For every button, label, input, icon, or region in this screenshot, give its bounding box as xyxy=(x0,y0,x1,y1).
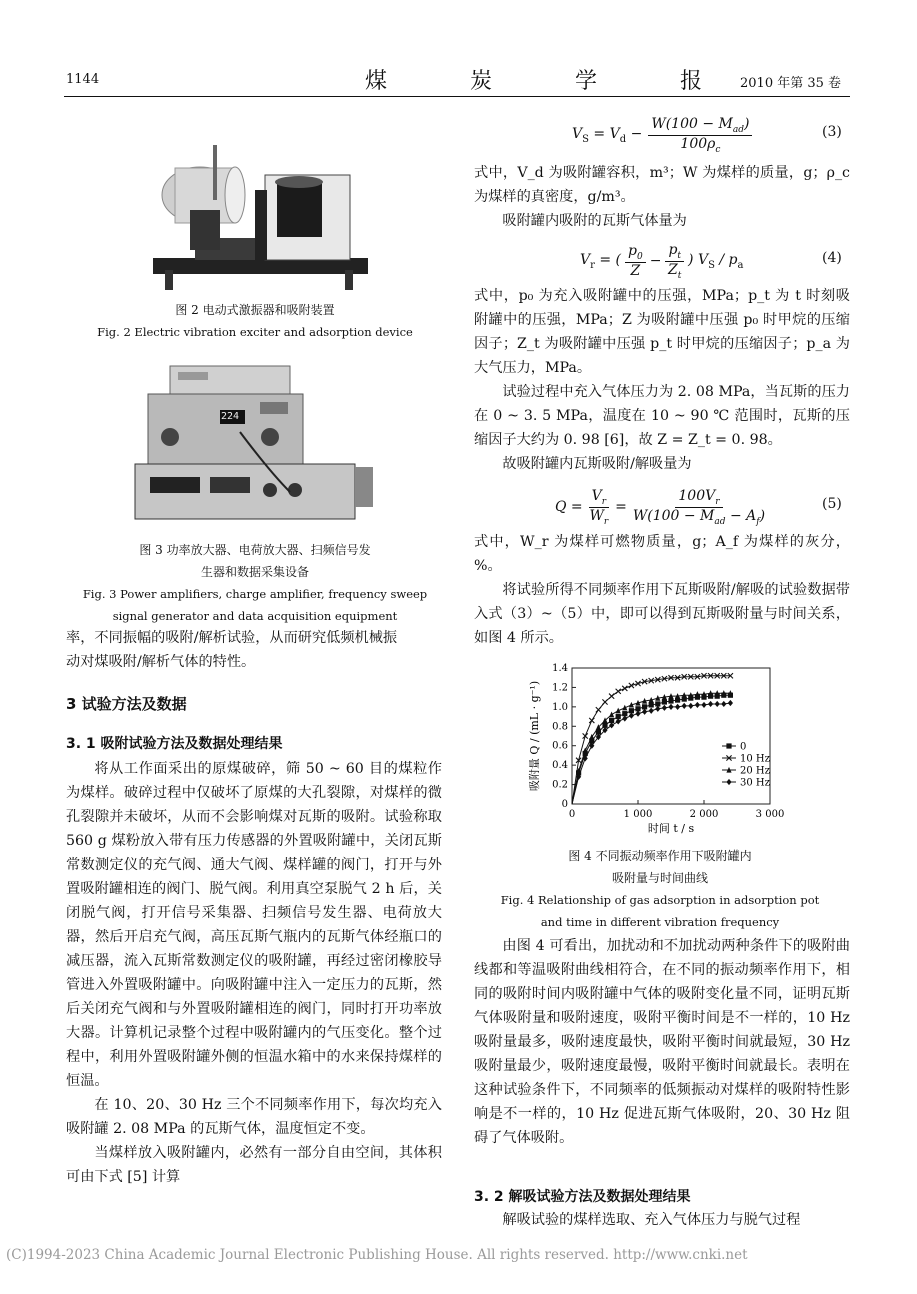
legend-label: 30 Hz xyxy=(740,777,770,789)
right-text-7: 将试验所得不同频率作用下瓦斯吸附/解吸的试验数据带入式（3）~（5）中，即可以得到瓦斯吸附量与时间关系，如图 4 所示。 xyxy=(474,582,850,646)
data-point xyxy=(622,705,627,711)
section-3-heading: 3 试验方法及数据 xyxy=(66,695,187,713)
data-point xyxy=(682,703,687,709)
right-text-3: 式中，p₀ 为充入吸附罐中的压强，MPa；p_t 为 t 时刻吸附罐中的压强，MPa；Z 为吸附罐中压强 p₀ 时甲烷的压缩因子；Z_t 为吸附罐中压强 p_t 时甲烷的压缩因子；p_a 为大气压力，MPa。 xyxy=(474,288,850,376)
data-point xyxy=(629,713,634,719)
data-point xyxy=(708,701,713,707)
y-tick-label: 1.2 xyxy=(552,682,568,694)
y-tick-label: 0 xyxy=(561,799,568,810)
right-text-8: 由图 4 可看出，加扰动和不加扰动两种条件下的吸附曲线都和等温吸附曲线相符合，在不同的振动频率作用下，相同的吸附时间内吸附罐中气体的吸附变化量不同，证明瓦斯气体吸附量和吸附速度，吸附平衡时间是不一样的，10 Hz 吸附量最多，吸附速度最快，吸附平衡时间就最短，30 Hz 吸附量最少，吸附速度最慢，吸附平衡时间就最长。表明在这种试验条件下，不同频率的低频振动对煤样的吸附特性影响是不一样的，10 Hz 促进瓦斯气体吸附，20、30 Hz 阻碍了气体吸附。 xyxy=(474,938,850,1146)
right-text-6: 式中，W_r 为煤样可燃物质量，g；A_f 为煤样的灰分，%。 xyxy=(474,534,850,574)
x-tick-label: 1 000 xyxy=(623,809,653,820)
y-tick-label: 1.4 xyxy=(552,663,568,674)
journal-title: 煤 炭 学 报 xyxy=(365,69,740,94)
data-point xyxy=(728,700,733,706)
y-tick-label: 0.2 xyxy=(552,779,568,791)
fig3-caption-en-2: signal generator and data acquisition equipment xyxy=(112,609,398,623)
fig3-display-readout: 224 xyxy=(221,411,240,422)
fig2-photo xyxy=(135,120,375,290)
left-para-3: 当煤样放入吸附罐内，必然有一部分自由空间，其体积可由下式 [5] 计算 xyxy=(66,1145,442,1185)
data-point xyxy=(629,683,634,688)
equation-3: $V_S = V_d$ − $\frac{W(100 - M_{ad})}{100\rho_c}$ xyxy=(572,112,752,158)
fig4-caption-cn-2: 吸附量与时间曲线 xyxy=(611,871,708,885)
equation-3-number: (3) xyxy=(822,124,842,140)
copyright-footer: (C)1994-2023 China Academic Journal Electronic Publishing House. All rights reserved. http://www.cnki.net xyxy=(6,1247,748,1263)
y-tick-label: 0.4 xyxy=(552,760,568,772)
x-tick-label: 3 000 xyxy=(755,809,785,820)
fig4-caption-en-2: and time in different vibration frequency xyxy=(540,915,780,929)
section-3-2-heading: 3. 2 解吸试验方法及数据处理结果 xyxy=(474,1189,691,1205)
right-text-4: 试验过程中充入气体压力为 2. 08 MPa，当瓦斯的压力在 0 ~ 3. 5 MPa，温度在 10 ~ 90 ℃ 范围时，瓦斯的压缩因子大约为 0. 98 [6]，故 Z = Z_t = 0. 98。 xyxy=(474,384,850,448)
data-point xyxy=(701,702,706,708)
page-number: 1144 xyxy=(66,72,100,87)
legend-label: 20 Hz xyxy=(740,765,770,777)
y-tick-label: 0.6 xyxy=(552,740,568,752)
volume-label: 2010 年第 35 卷 xyxy=(740,76,842,91)
left-para-0-line2: 动对煤吸附/解析气体的特性。 xyxy=(66,654,256,670)
legend-marker xyxy=(726,779,731,785)
data-point xyxy=(635,681,640,686)
data-point xyxy=(721,701,726,707)
right-text-5: 故吸附罐内瓦斯吸附/解吸量为 xyxy=(502,456,692,472)
fig4-chart xyxy=(520,658,800,838)
equation-5: Q = $\frac{V_r}{W_r}$ = $\frac{100V_r}{W(100 - M_{ad} - A_f)}$ xyxy=(555,487,766,527)
data-point xyxy=(589,718,594,723)
y-tick-label: 0.8 xyxy=(552,721,568,733)
fig4-caption-cn-1: 图 4 不同振动频率作用下吸附罐内 xyxy=(568,849,752,863)
data-point xyxy=(616,708,621,714)
data-point xyxy=(609,712,614,718)
left-para-1: 将从工作面采出的原煤破碎，筛 50 ~ 60 目的煤粒作为煤样。破碎过程中仅破坏了原煤的大孔裂隙，对煤样的微孔裂隙并未破坏，从而不会影响煤对瓦斯的吸附。试验称取 560 g 煤粉放入带有压力传感器的外置吸附罐中，关闭瓦斯常数测定仪的充气阀、通大气阀、煤样罐的阀门，打开与外置吸附罐相连的阀门、脱气阀。利用真空泵脱气 2 h 后，关闭脱气阀，打开信号采集器、扫频信号发生器、电荷放大器，然后开启充气阀，高压瓦斯气瓶内的瓦斯气体经瓶口的减压器，流入瓦斯常数测定仪的吸附罐，再经过密闭橡胶导管进入外置吸附罐中。向吸附罐中注入一定压力的瓦斯，然后关闭充气阀和与外置吸附罐相连的阀门，同时打开功率放大器。计算机记录整个过程中吸附罐内的气压变化。整个过程中，利用外置吸附罐外侧的恒温水箱中的水来保持煤样的恒温。 xyxy=(66,761,442,1089)
fig2-caption-en: Fig. 2 Electric vibration exciter and adsorption device xyxy=(97,325,413,339)
legend-marker xyxy=(726,743,731,748)
legend-label: 10 Hz xyxy=(740,753,770,765)
right-text-1: 式中，V_d 为吸附罐容积，m³；W 为煤样的质量，g；ρ_c 为煤样的真密度，g/m³。 xyxy=(474,165,850,205)
section-3-1-heading: 3. 1 吸附试验方法及数据处理结果 xyxy=(66,736,283,752)
data-point xyxy=(616,718,621,724)
right-text-2: 吸附罐内吸附的瓦斯气体量为 xyxy=(502,213,687,229)
data-point xyxy=(668,704,673,710)
data-point xyxy=(622,715,627,721)
series-line-3 xyxy=(572,703,730,804)
equation-4-number: (4) xyxy=(822,250,842,266)
data-point xyxy=(695,702,700,708)
data-point xyxy=(635,711,640,717)
equation-4: $V_r$ = ( $\frac{p_0}{Z}$ − $\frac{p_t}{Z_t}$ ) $V_S / p_a$ xyxy=(580,241,744,281)
fig3-caption-cn-2: 生器和数据采集设备 xyxy=(200,565,309,579)
fig4-caption-en-1: Fig. 4 Relationship of gas adsorption in adsorption pot xyxy=(500,893,820,907)
data-point xyxy=(609,694,614,699)
data-point xyxy=(596,707,601,712)
data-point xyxy=(668,698,673,703)
fig3-photo xyxy=(130,362,375,522)
fig3-caption-cn-1: 图 3 功率放大器、电荷放大器、扫频信号发 xyxy=(139,543,371,557)
fig4-chart-svg xyxy=(520,658,800,838)
y-tick-label: 1.0 xyxy=(552,701,568,713)
data-point xyxy=(662,699,667,704)
right-text-9: 解吸试验的煤样选取、充入气体压力与脱气过程 xyxy=(502,1212,801,1228)
data-point xyxy=(655,706,660,712)
legend-label: 0 xyxy=(740,741,747,753)
data-point xyxy=(688,703,693,709)
data-point xyxy=(649,708,654,714)
x-tick-label: 0 xyxy=(568,809,576,820)
left-para-2: 在 10、20、30 Hz 三个不同频率作用下，每次均充入吸附罐 2. 08 MPa 的瓦斯气体，温度恒定不变。 xyxy=(66,1097,442,1137)
data-point xyxy=(642,709,647,715)
data-point xyxy=(675,704,680,710)
data-point xyxy=(602,699,607,704)
data-point xyxy=(662,705,667,711)
header-rule xyxy=(64,96,850,97)
data-point xyxy=(715,701,720,707)
data-point xyxy=(649,702,654,707)
left-para-0-line1: 率，不同振幅的吸附/解析试验，从而研究低频机械振 xyxy=(66,630,398,646)
data-point xyxy=(609,722,614,728)
data-point xyxy=(622,686,627,691)
y-axis-label: 吸附量 Q / (mL · g⁻¹) xyxy=(528,680,541,792)
fig2-caption-cn: 图 2 电动式激振器和吸附装置 xyxy=(175,303,335,317)
data-point xyxy=(616,689,621,694)
x-tick-label: 2 000 xyxy=(689,809,719,820)
equation-5-number: (5) xyxy=(822,496,842,512)
fig3-caption-en-1: Fig. 3 Power amplifiers, charge amplifier, frequency sweep xyxy=(82,587,428,601)
x-axis-label: 时间 t / s xyxy=(647,822,695,835)
